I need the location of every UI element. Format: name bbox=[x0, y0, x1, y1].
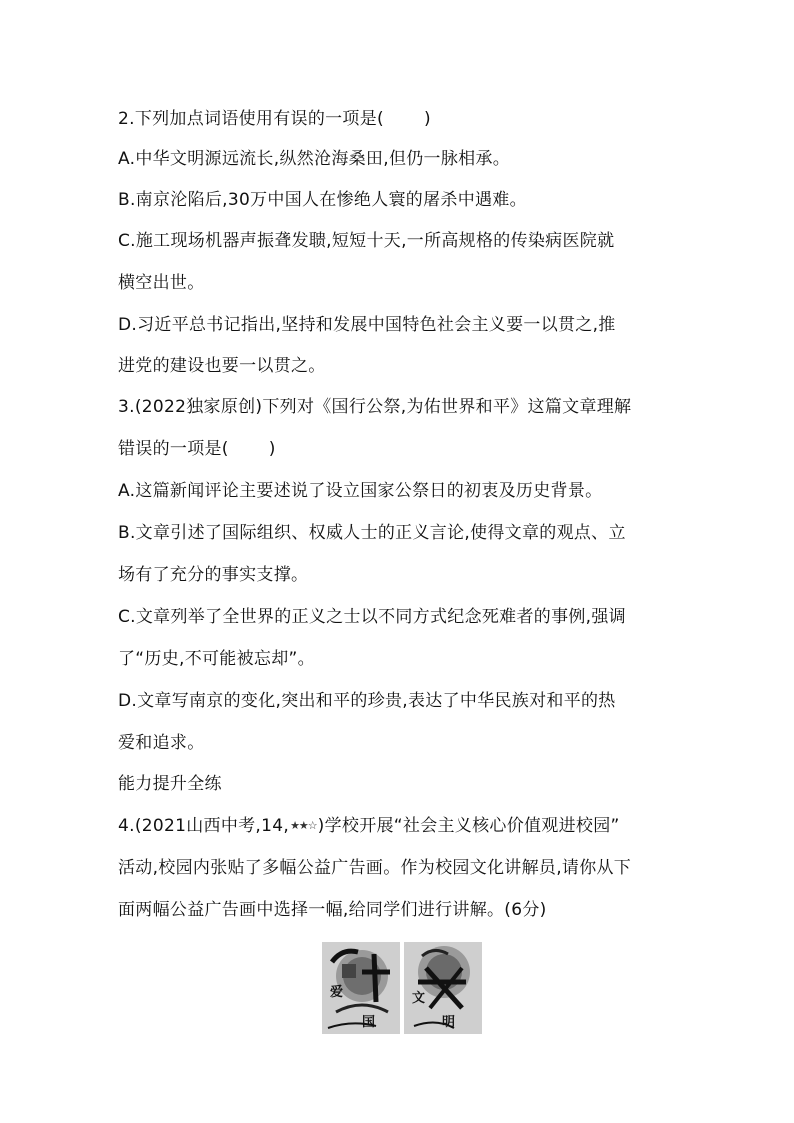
q2-stem-text: 2.下列加点词语使用有误的一项是( bbox=[118, 109, 384, 129]
section-title: 能力提升全练 bbox=[118, 774, 222, 794]
q4-source: 4.(2021山西中考,14, bbox=[118, 816, 290, 836]
q2-stem-end: ) bbox=[423, 109, 431, 129]
q2-option-a: A.中华文明源远流长,纵然沧海桑田,但仍一脉相承。 bbox=[118, 149, 511, 169]
q3-option-a: A.这篇新闻评论主要述说了设立国家公祭日的初衷及历史背景。 bbox=[118, 481, 603, 501]
q2-option-b: B.南京沦陷后,30万中国人在惨绝人寰的屠杀中遇难。 bbox=[118, 190, 527, 210]
q3-option-c: C.文章列举了全世界的正义之士以不同方式纪念死难者的事例,强调 bbox=[118, 607, 626, 627]
q3-stem-text: 错误的一项是( bbox=[118, 439, 229, 459]
q2-stem bbox=[118, 107, 698, 131]
poster-patriotism bbox=[322, 942, 400, 1034]
poster-char-guo: 国 bbox=[362, 1015, 376, 1030]
difficulty-stars-icon: ★★☆ bbox=[290, 819, 317, 832]
q3-option-d: D.文章写南京的变化,突出和平的珍贵,表达了中华民族对和平的热 bbox=[118, 691, 616, 711]
poster-char-ai: 爱 bbox=[330, 985, 344, 1000]
q3-option-d-cont: 爱和追求。 bbox=[118, 733, 205, 753]
q2-option-d: D.习近平总书记指出,坚持和发展中国特色社会主义要一以贯之,推 bbox=[118, 315, 616, 335]
poster-char-wen: 文 bbox=[412, 991, 426, 1006]
q4-stem bbox=[118, 814, 698, 838]
q2-option-c-cont: 横空出世。 bbox=[118, 273, 205, 293]
q3-option-b-cont: 场有了充分的事实支撑。 bbox=[118, 565, 309, 585]
poster-images bbox=[322, 942, 482, 1034]
q3-option-b: B.文章引述了国际组织、权威人士的正义言论,使得文章的观点、立 bbox=[118, 523, 626, 543]
q3-stem-cont bbox=[118, 437, 698, 461]
q4-stem-text: )学校开展“社会主义核心价值观进校园” bbox=[317, 816, 620, 836]
q4-stem-cont-1: 活动,校园内张贴了多幅公益广告画。作为校园文化讲解员,请你从下 bbox=[118, 858, 632, 878]
q2-option-c: C.施工现场机器声振聋发聩,短短十天,一所高规格的传染病医院就 bbox=[118, 231, 615, 251]
q3-stem: 3.(2022独家原创)下列对《国行公祭,为佑世界和平》这篇文章理解 bbox=[118, 397, 632, 417]
q4-stem-cont-2: 面两幅公益广告画中选择一幅,给同学们进行讲解。(6分) bbox=[118, 900, 547, 920]
poster-char-ming: 明 bbox=[442, 1015, 456, 1030]
q2-option-d-cont: 进党的建设也要一以贯之。 bbox=[118, 356, 326, 376]
q3-option-c-cont: 了“历史,不可能被忘却”。 bbox=[118, 649, 315, 669]
poster-civility bbox=[404, 942, 482, 1034]
q3-stem-end: ) bbox=[268, 439, 276, 459]
